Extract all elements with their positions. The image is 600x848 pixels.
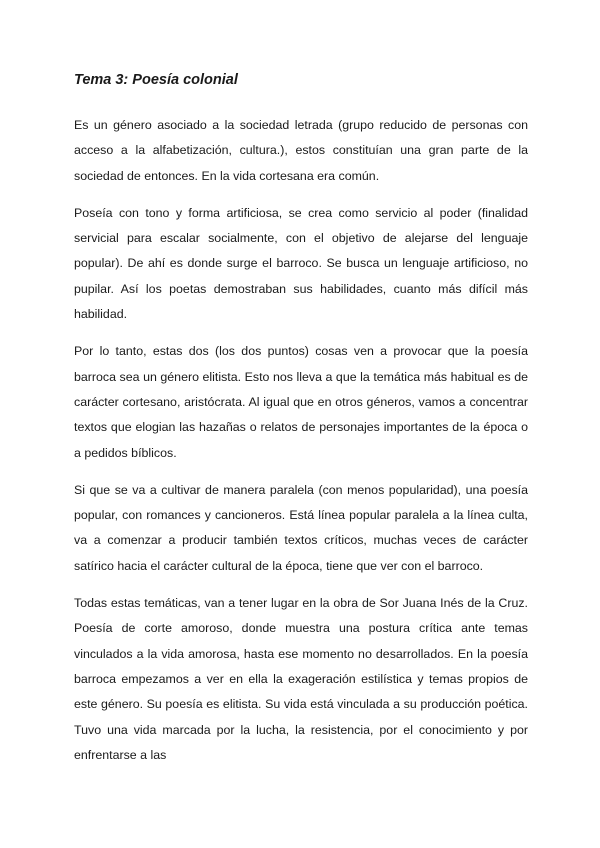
document-title: Tema 3: Poesía colonial xyxy=(74,72,238,88)
paragraph-5: Todas estas temáticas, van a tener lugar en la obra de Sor Juana Inés de la Cruz. Poesía de corte amoroso, donde muestra una postura crítica ante temas vinculados a la vida amorosa, hasta ese momento no desarrollados. En la poesía barroca empezamos a ver en ella la exageración estilística y temas propios de este género. Su poesía es elitista. Su vida está vinculada a su producción poética. Tuvo una vida marcada por la lucha, la resistencia, por el conocimiento y por enfrentarse a las xyxy=(74,596,528,762)
paragraph-3: Por lo tanto, estas dos (los dos puntos) cosas ven a provocar que la poesía barroca sea un género elitista. Esto nos lleva a que la temática más habitual es de carácter cortesano, aristócrata. Al igual que en otros géneros, vamos a concentrar textos que elogian las hazañas o relatos de personajes importantes de la época o a pedidos bíblicos. xyxy=(74,344,528,460)
document-body xyxy=(74,70,528,780)
paragraph-2: Poseía con tono y forma artificiosa, se crea como servicio al poder (finalidad servicial para escalar socialmente, con el objetivo de alejarse del lenguaje popular). De ahí es donde surge el barroco. Se busca un lenguaje artificioso, no pupilar. Así los poetas demostraban sus habilidades, cuanto más difícil más habilidad. xyxy=(74,205,528,322)
paragraph-4: Si que se va a cultivar de manera paralela (con menos popularidad), una poesía popular, con romances y cancioneros. Está línea popular paralela a la línea culta, va a comenzar a producir también textos críticos, muchas veces de carácter satírico hacia el carácter cultural de la época, tiene que ver con el barroco. xyxy=(74,482,528,573)
paragraph-1: Es un género asociado a la sociedad letrada (grupo reducido de personas con acceso a la alfabetización, cultura.), estos constituían una gran parte de la sociedad de entonces. En la vida cortesana era común. xyxy=(74,118,528,183)
